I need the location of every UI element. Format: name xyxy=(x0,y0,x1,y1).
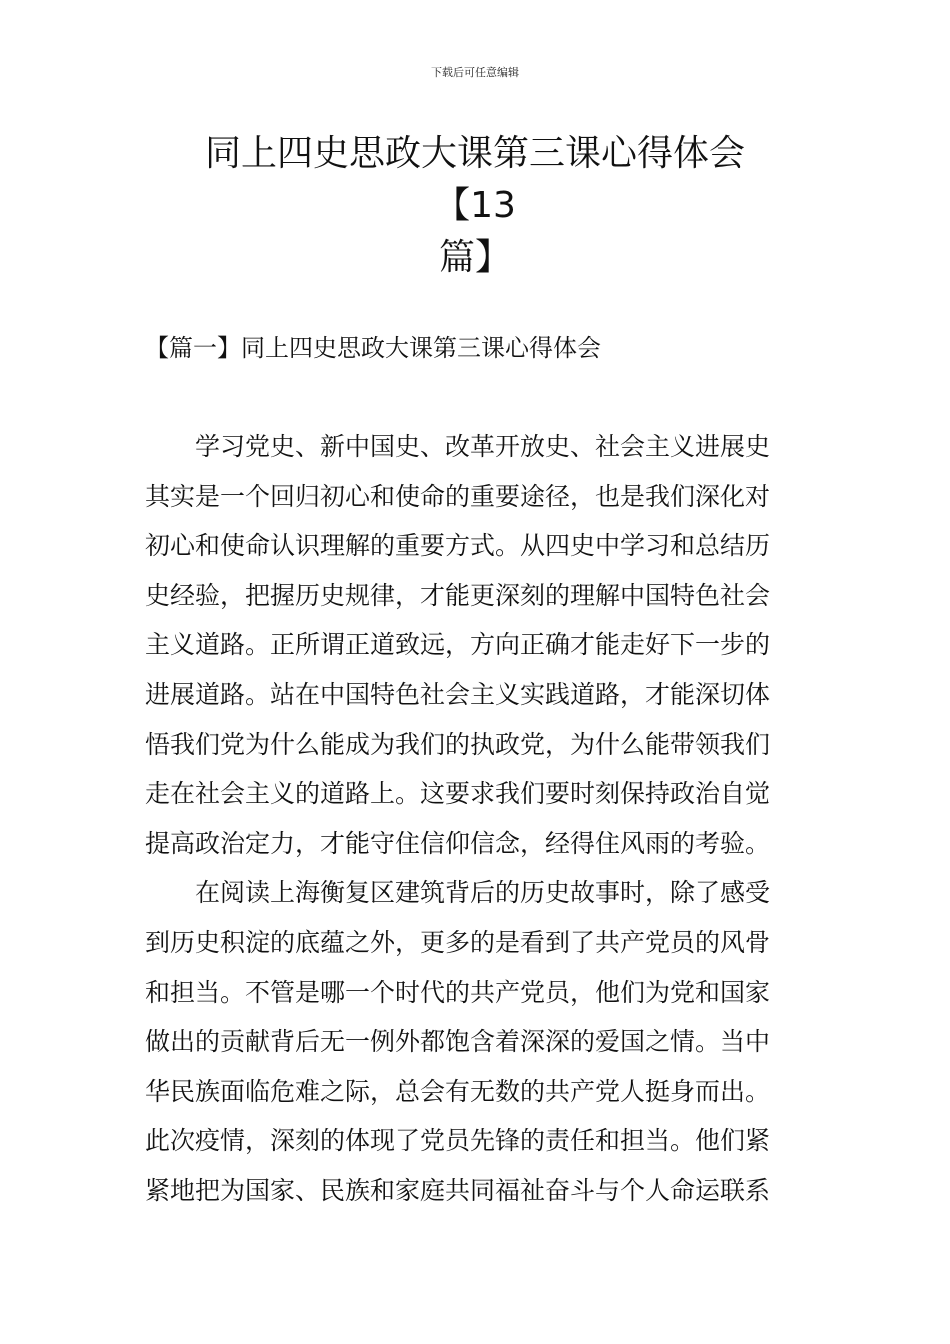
text-line: 主义道路。正所谓正道致远，方向正确才能走好下一步的 xyxy=(145,630,771,660)
text-line: 此次疫情，深刻的体现了党员先锋的责任和担当。他们紧 xyxy=(145,1126,771,1156)
text-line: 华民族面临危难之际，总会有无数的共产党人挺身而出。 xyxy=(145,1076,771,1106)
text-line: 走在社会主义的道路上。这要求我们要时刻保持政治自觉 xyxy=(145,779,771,809)
text-line: 史经验，把握历史规律，才能更深刻的理解中国特色社会 xyxy=(145,580,771,610)
title-line-1: 同上四史思政大课第三课心得体会【13 xyxy=(204,133,745,226)
text-line: 在阅读上海衡复区建筑背后的历史故事时，除了感受 xyxy=(145,878,771,908)
text-line: 做出的贡献背后无一例外都饱含着深深的爱国之情。当中 xyxy=(145,1027,771,1057)
section-heading: 【篇一】同上四史思政大课第三课心得体会 xyxy=(145,334,601,362)
text-line: 和担当。不管是哪一个时代的共产党员，他们为党和国家 xyxy=(145,977,771,1007)
text-line: 紧地把为国家、民族和家庭共同福祉奋斗与个人命运联系 xyxy=(145,1175,771,1205)
text-line: 其实是一个回归初心和使命的重要途径，也是我们深化对 xyxy=(145,481,771,511)
document-title xyxy=(170,128,780,284)
body-text xyxy=(145,422,805,1216)
text-line: 进展道路。站在中国特色社会主义实践道路，才能深切体 xyxy=(145,679,771,709)
title-line-2: 篇】 xyxy=(438,237,511,278)
text-line: 悟我们党为什么能成为我们的执政党，为什么能带领我们 xyxy=(145,729,771,759)
text-line: 初心和使命认识理解的重要方式。从四史中学习和总结历 xyxy=(145,531,771,561)
header-note: 下载后可任意编辑 xyxy=(431,66,519,79)
text-line: 学习党史、新中国史、改革开放史、社会主义进展史 xyxy=(145,432,771,461)
text-line: 到历史积淀的底蕴之外，更多的是看到了共产党员的风骨 xyxy=(145,927,771,957)
text-line: 提高政治定力，才能守住信仰信念，经得住风雨的考验。 xyxy=(145,828,771,858)
